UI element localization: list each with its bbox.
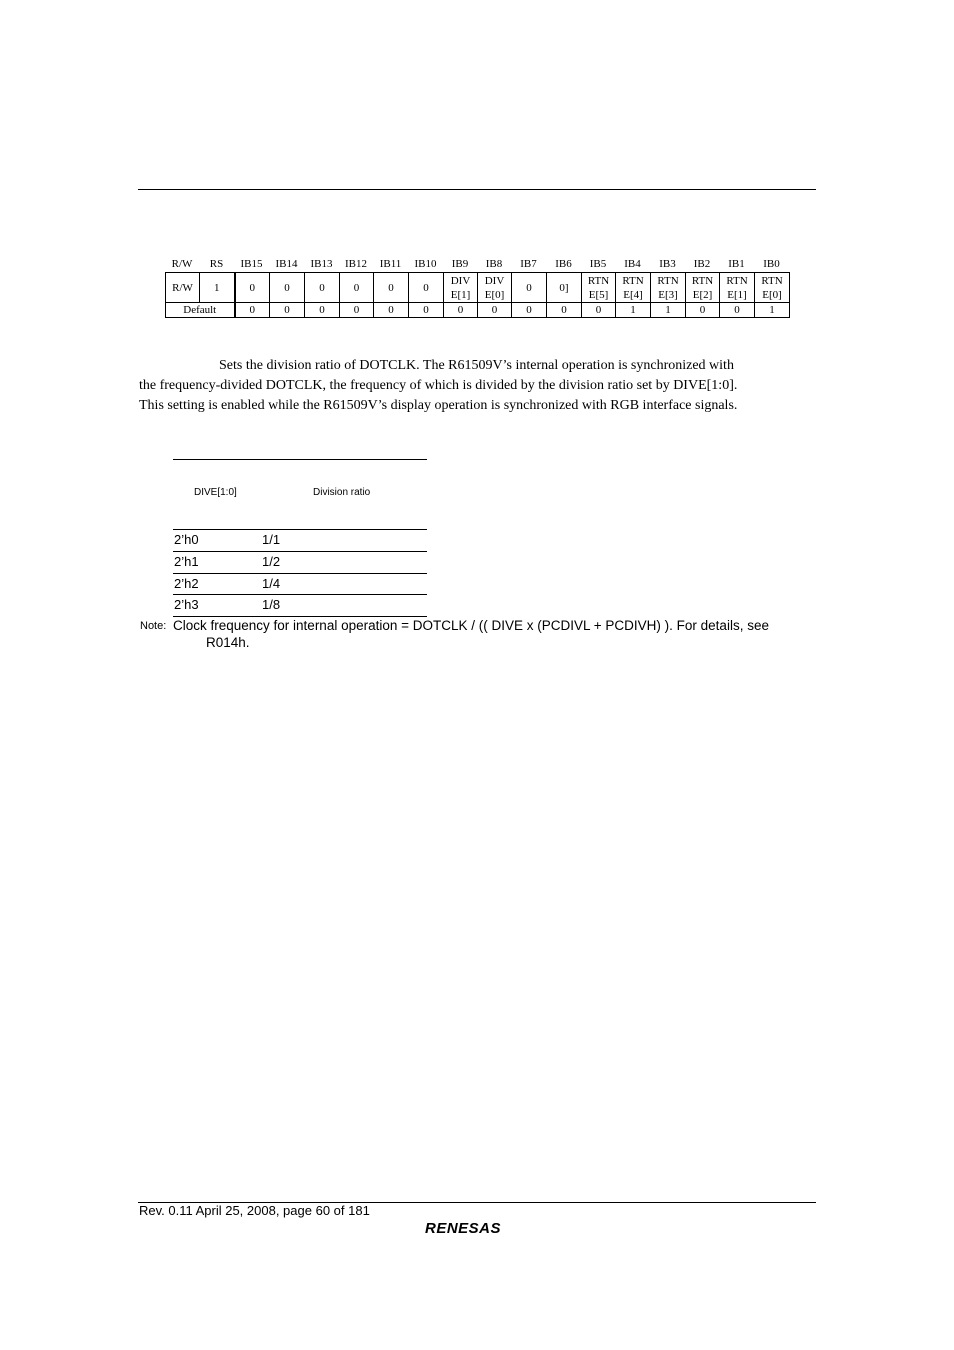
- bit-cell-text: DIV: [484, 274, 505, 287]
- register-bits-row: [166, 273, 790, 303]
- bit-cell-text: DIV: [450, 274, 471, 287]
- bit-cell-ib7: [512, 273, 547, 303]
- bit-cell-text: E[0]: [484, 288, 505, 301]
- bit-cell-text: E[2]: [692, 288, 713, 301]
- default-cell-ib9: 0: [444, 303, 478, 318]
- default-cell-ib8: 0: [478, 303, 512, 318]
- rw-cell: R/W: [166, 273, 200, 303]
- bit-cell-text: RTN: [691, 274, 714, 287]
- bit-cell-text: 0: [249, 281, 255, 294]
- register-header-rs: RS: [209, 258, 224, 270]
- logo-text: RENESAS: [425, 1220, 502, 1237]
- register-header-ib7: IB7: [520, 258, 537, 270]
- bit-cell-ib12: [340, 273, 374, 303]
- bit-cell-ib2: [686, 273, 720, 303]
- register-header-ib0: IB0: [763, 258, 780, 270]
- dive-value: 2’h3: [174, 597, 199, 613]
- bit-cell-ib13: [305, 273, 340, 303]
- ratio-value: 1/2: [262, 553, 281, 569]
- table-row-rule: [173, 573, 427, 574]
- dive-value: 2’h2: [174, 575, 199, 591]
- description-line-2: the frequency-divided DOTCLK, the frequency of which is divided by the division ratio set by DIVE[1:0].: [139, 378, 738, 393]
- dive-value: 2’h1: [174, 553, 199, 569]
- bit-cell-text: E[1]: [450, 288, 471, 301]
- default-cell-ib14: 0: [270, 303, 305, 318]
- bit-cell-ib9: [444, 273, 478, 303]
- bit-cell-text: 0: [353, 281, 360, 294]
- ratio-value: 1/1: [262, 532, 281, 547]
- register-header-ib15: IB15: [240, 258, 263, 270]
- default-cell-ib5: 0: [582, 303, 616, 318]
- default-cell-ib6: 0: [547, 303, 582, 318]
- description-line-1: Sets the division ratio of DOTCLK. The R61509V’s internal operation is synchronized with: [219, 358, 734, 373]
- top-rule: [138, 189, 816, 190]
- register-header-ib1: IB1: [728, 258, 745, 270]
- bit-cell-text: E[1]: [727, 288, 747, 301]
- table-top-rule: [173, 459, 427, 460]
- bit-cell-ib6: [547, 273, 582, 303]
- bit-cell-text: RTN: [587, 274, 610, 287]
- default-cell-ib7: 0: [512, 303, 547, 318]
- bit-cell-ib11: [374, 273, 409, 303]
- bit-cell-ib1: [720, 273, 755, 303]
- description-paragraph: [139, 356, 811, 416]
- register-header-ib13: IB13: [310, 258, 333, 270]
- default-cell-ib12: 0: [340, 303, 374, 318]
- register-header-ib8: IB8: [485, 258, 503, 270]
- bit-cell-ib14: [270, 273, 305, 303]
- register-default-row: [166, 303, 790, 318]
- default-cell-ib13: 0: [305, 303, 340, 318]
- register-header-rw: R/W: [171, 258, 193, 270]
- register-header-ib9: IB9: [451, 258, 469, 270]
- note-line-2: R014h.: [206, 635, 250, 650]
- default-cell-ib3: 1: [651, 303, 686, 318]
- bit-cell-ib8: [478, 273, 512, 303]
- table-row-rule: [173, 594, 427, 595]
- register-header-ib3: IB3: [659, 258, 676, 270]
- bit-cell-text: 0: [423, 281, 429, 294]
- bit-cell-ib3: [651, 273, 686, 303]
- bit-cell-text: RTN: [622, 274, 644, 287]
- note-label: Note:: [140, 620, 167, 632]
- default-cell-ib0: 1: [755, 303, 790, 318]
- bit-cell-ib10: [409, 273, 444, 303]
- register-header-ib14: IB14: [275, 258, 298, 270]
- dive-header: DIVE[1:0]: [194, 487, 237, 498]
- ratio-value: 1/8: [262, 597, 281, 613]
- bit-cell-text: E[4]: [623, 288, 643, 301]
- default-label: Default: [166, 303, 235, 318]
- register-header-ib4: IB4: [624, 258, 641, 270]
- register-header-ib12: IB12: [345, 258, 367, 270]
- bit-cell-text: E[3]: [658, 288, 678, 301]
- ratio-value: 1/4: [262, 575, 281, 591]
- bit-cell-text: 0: [388, 281, 394, 294]
- bit-cell-text: 0]: [559, 281, 569, 294]
- note-line-1: Clock frequency for internal operation = DOTCLK / (( DIVE x (PCDIVL + PCDIVH) ). For details, see: [173, 618, 769, 633]
- default-cell-ib15: 0: [235, 303, 270, 318]
- default-cell-ib4: 1: [616, 303, 651, 318]
- register-header-ib2: IB2: [693, 258, 711, 270]
- bit-cell-text: E[5]: [588, 288, 609, 301]
- register-table: [165, 272, 790, 318]
- bit-cell-text: 0: [526, 281, 532, 294]
- register-header-ib6: IB6: [555, 258, 572, 270]
- bit-cell-ib4: [616, 273, 651, 303]
- ratio-header: Division ratio: [313, 487, 371, 498]
- default-cell-ib11: 0: [374, 303, 409, 318]
- rs-cell: 1: [200, 273, 235, 303]
- default-cell-ib1: 0: [720, 303, 755, 318]
- register-header-ib5: IB5: [589, 258, 607, 270]
- bit-cell-text: RTN: [761, 274, 783, 287]
- bit-cell-text: 0: [284, 281, 290, 294]
- footer-page-info: Rev. 0.11 April 25, 2008, page 60 of 181: [139, 1203, 370, 1218]
- bit-cell-text: RTN: [726, 274, 748, 287]
- register-header-ib11: IB11: [379, 258, 402, 270]
- register-header-ib10: IB10: [414, 258, 437, 270]
- bit-cell-text: 0: [319, 281, 325, 294]
- description-line-3: This setting is enabled while the R61509V’s display operation is synchronized with RGB interface signals.: [139, 398, 738, 413]
- bit-cell-ib5: [582, 273, 616, 303]
- bit-cell-text: E[0]: [762, 288, 782, 301]
- bit-cell-ib0: [755, 273, 790, 303]
- table-header-rule: [173, 529, 427, 530]
- dive-value: 2’h0: [174, 532, 199, 547]
- default-cell-ib10: 0: [409, 303, 444, 318]
- table-row-rule: [173, 551, 427, 552]
- renesas-logo: [423, 1218, 533, 1238]
- bit-cell-text: RTN: [657, 274, 679, 287]
- bit-cell-ib15: [235, 273, 270, 303]
- default-cell-ib2: 0: [686, 303, 720, 318]
